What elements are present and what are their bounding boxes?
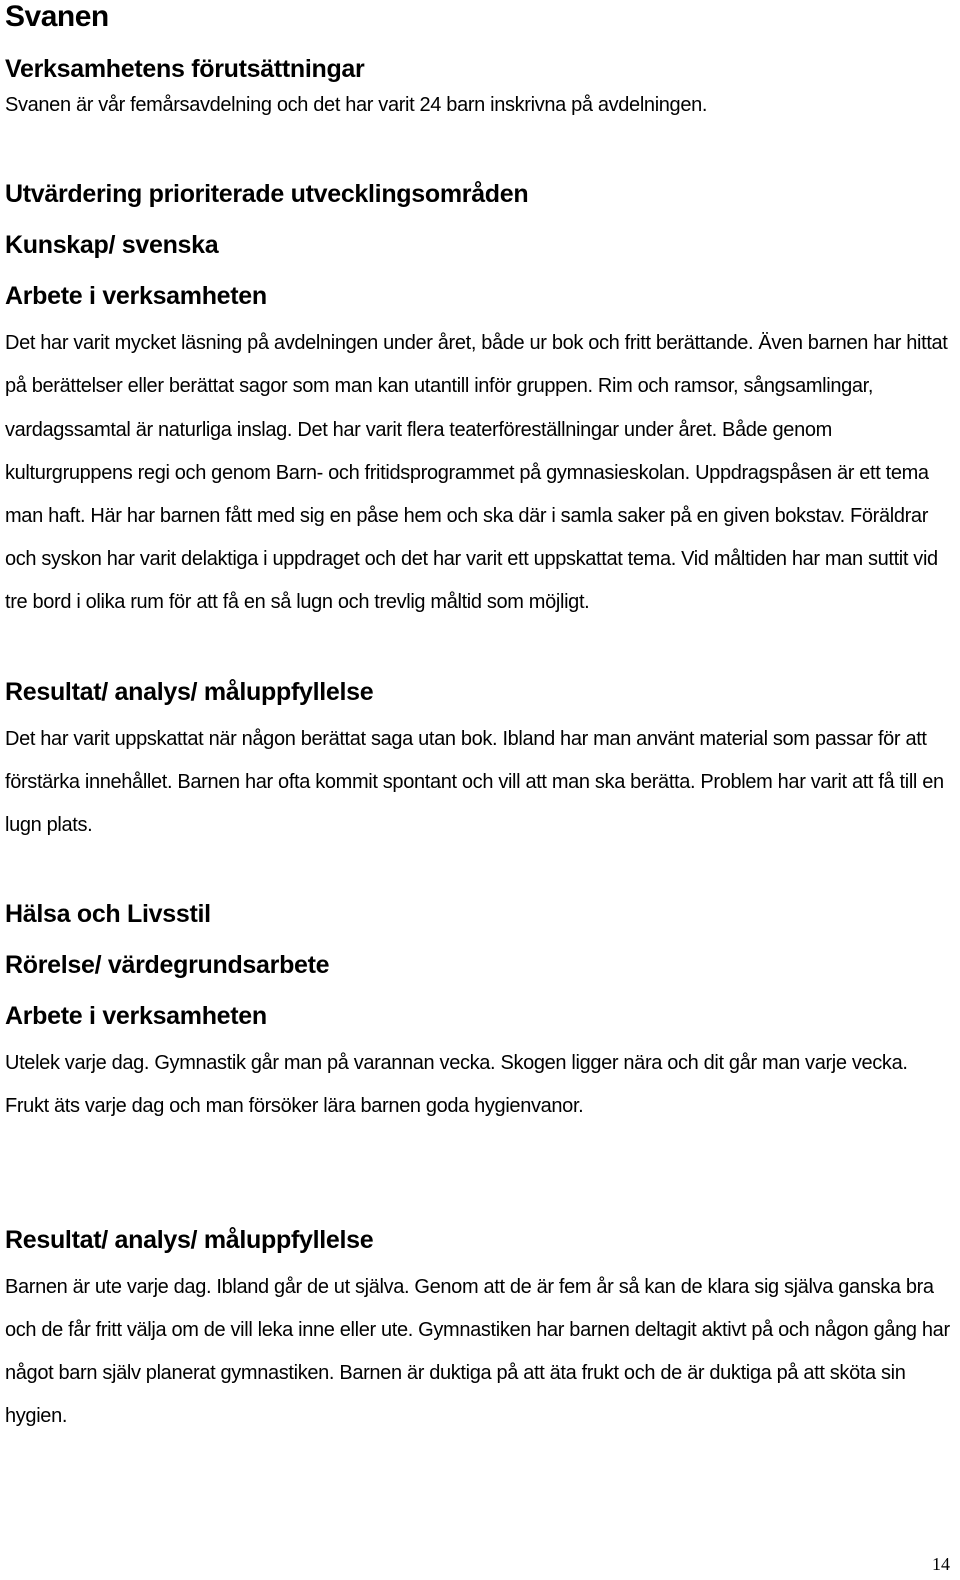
section-heading: Resultat/ analys/ måluppfyllelse (5, 677, 374, 706)
section-heading: Resultat/ analys/ måluppfyllelse (5, 1225, 374, 1254)
section-resultat-kunskap (5, 667, 950, 848)
section-body: Svanen är vår femårsavdelning och det har varit 24 barn inskrivna på avdelningen. (5, 94, 708, 116)
section-subheading: Kunskap/ svenska (5, 231, 219, 260)
section-heading: Hälsa och Livsstil (5, 900, 211, 929)
section-heading: Utvärdering prioriterade utvecklingsområden (5, 180, 529, 209)
document-page (5, 0, 950, 1438)
section-body: Utelek varje dag. Gymnastik går man på varannan vecka. Skogen ligger nära och dit går man varje vecka. Frukt äts varje dag och man försöker lära barnen goda hygienvanor. (5, 1052, 908, 1118)
document-title: Svanen (5, 0, 109, 33)
section-subheading: Rörelse/ värdegrundsarbete (5, 951, 330, 980)
section-utvardering (5, 169, 950, 624)
section-subheading: Arbete i verksamheten (5, 1002, 267, 1031)
section-body: Barnen är ute varje dag. Ibland går de ut själva. Genom att de är fem år så kan de klara sig själva ganska bra och de får fritt välja om de vill leka inne eller ute. Gymnastiken har barnen deltagit aktivt på och någon gång har något barn själv planerat gymnastiken. Barnen är duktiga på att äta frukt och de är duktiga på att sköta sin hygien. (5, 1275, 950, 1428)
page-number: 14 (932, 1554, 950, 1574)
section-body: Det har varit mycket läsning på avdelningen under året, både ur bok och fritt berättande. Även barnen har hittat på berättelser eller berättat sagor som man kan utantill inför gruppen. Rim och ramsor, sångsamlingar, vardagssamtal är naturliga inslag. Det har varit flera teaterföreställningar under året. Både genom kulturgruppens regi och genom Barn- och fritidsprogrammet på gymnasieskolan. Uppdragspåsen är ett tema man haft. Här har barnen fått med sig en påse hem och ska där i samla saker på en given bokstav. Föräldrar och syskon har varit delaktiga i uppdraget och det har varit ett uppskattat tema. Vid måltiden har man suttit vid tre bord i olika rum för att få en så lugn och trevlig måltid som möjligt. (5, 332, 948, 614)
section-body: Det har varit uppskattat när någon berättat saga utan bok. Ibland har man använt material som passar för att förstärka innehållet. Barnen har ofta kommit spontant och vill att man ska berätta. Problem har varit att få till en lugn plats. (5, 727, 944, 837)
section-halsa-livsstil (5, 889, 950, 1128)
section-resultat-halsa (5, 1215, 950, 1439)
section-heading: Verksamhetens förutsättningar (5, 55, 365, 83)
section-subheading: Arbete i verksamheten (5, 282, 267, 311)
section-forutsattningar (5, 54, 950, 127)
